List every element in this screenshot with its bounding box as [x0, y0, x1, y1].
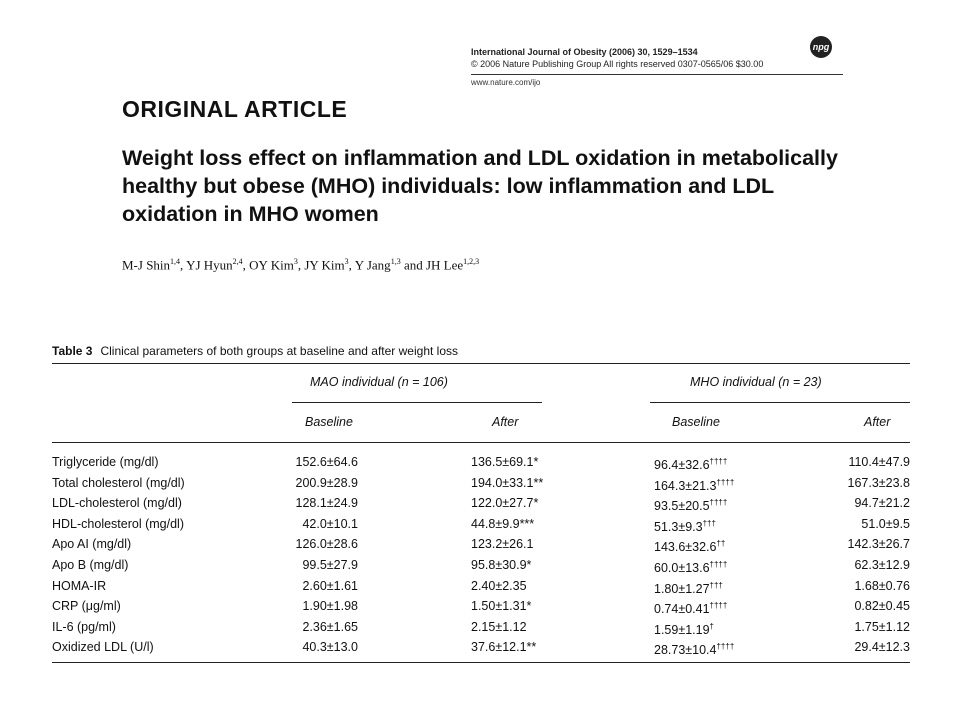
- cell-mho-baseline: [654, 453, 727, 474]
- cell-value: 1.80±1.27: [654, 581, 710, 596]
- row-label: CRP (μg/ml): [52, 599, 121, 614]
- cell-mho-after: 62.3±12.9: [854, 558, 910, 572]
- group-header-mho: MHO individual (n = 23): [690, 375, 822, 389]
- row-label: Apo AI (mg/dl): [52, 537, 132, 552]
- cell-mao-after: 37.6±12.1**: [471, 640, 537, 655]
- table-caption-text: Clinical parameters of both groups at baseline and after weight loss: [100, 344, 459, 358]
- author-affiliation: 1,3: [390, 257, 401, 266]
- author-name: OY Kim: [249, 257, 294, 273]
- cell-mao-after: 95.8±30.9*: [471, 558, 532, 572]
- cell-mho-after: 110.4±47.9: [848, 455, 910, 469]
- row-label: Triglyceride (mg/dl): [52, 455, 159, 469]
- group-header-mao: MAO individual (n = 106): [310, 375, 448, 389]
- subheader-baseline: Baseline: [305, 415, 353, 429]
- cell-value: 1.59±1.19: [654, 622, 710, 637]
- cell-mao-after: 2.15±1.12: [471, 619, 527, 634]
- author-name: YJ Hyun: [186, 257, 233, 273]
- row-label: HOMA-IR: [52, 578, 107, 593]
- author-name: JH Lee: [425, 257, 464, 273]
- cell-mao-after: 123.2±26.1: [471, 537, 534, 552]
- row-label: HDL-cholesterol (mg/dl): [52, 516, 184, 531]
- significance-dagger: ††††: [709, 457, 728, 466]
- header-rule: [471, 74, 843, 75]
- author-affiliation: 1,2,3: [463, 257, 480, 266]
- row-label: LDL-cholesterol (mg/dl): [52, 496, 182, 511]
- significance-dagger: ††††: [709, 601, 728, 611]
- section-heading: ORIGINAL ARTICLE: [122, 96, 348, 122]
- article-title: Weight loss effect on inflammation and LDL oxidation in metabolically healthy but obese (MHO) individuals: low inflammation and LDL oxidation in MHO women: [122, 146, 838, 226]
- cell-mho-baseline: [654, 535, 725, 556]
- cell-value: 96.4±32.6: [654, 458, 710, 473]
- cell-value: 143.6±32.6: [654, 540, 717, 555]
- author-separator: ,: [348, 257, 355, 273]
- cell-mho-after: 167.3±23.8: [847, 475, 910, 490]
- cell-mho-baseline: [654, 577, 723, 598]
- author-separator: ,: [242, 257, 250, 273]
- cell-mao-baseline: 99.5±27.9: [302, 558, 358, 572]
- table-label: Table 3: [52, 344, 93, 358]
- author-separator: ,: [180, 257, 187, 273]
- table-top-rule: [52, 363, 910, 364]
- header-bottom-rule: [52, 442, 910, 443]
- row-label: Oxidized LDL (U/l): [52, 640, 154, 655]
- cell-mho-after: 94.7±21.2: [854, 496, 910, 511]
- author-affiliation: 2,4: [232, 257, 243, 266]
- cell-value: 51.3±9.3: [654, 519, 703, 534]
- cell-mao-baseline: 200.9±28.9: [295, 475, 358, 490]
- cell-mao-baseline: 2.60±1.61: [302, 578, 358, 593]
- cell-mao-baseline: 152.6±64.6: [295, 455, 358, 469]
- significance-dagger: †††: [702, 518, 716, 528]
- cell-mho-baseline: [654, 556, 727, 577]
- cell-mho-baseline: [654, 474, 734, 495]
- npg-logo-icon: npg: [810, 36, 832, 58]
- cell-value: 0.74±0.41: [654, 602, 710, 617]
- cell-mao-after: 44.8±9.9***: [471, 516, 535, 531]
- row-label: IL-6 (pg/ml): [52, 619, 116, 634]
- cell-mao-baseline: 128.1±24.9: [295, 496, 358, 511]
- cell-mho-baseline: [654, 597, 727, 618]
- journal-title: International Journal of Obesity (2006) 30, 1529–1534: [471, 47, 698, 57]
- significance-dagger: ††††: [709, 498, 728, 508]
- significance-dagger: ††††: [709, 560, 728, 569]
- cell-mao-after: 122.0±27.7*: [471, 496, 539, 511]
- subheader-baseline: Baseline: [672, 415, 720, 429]
- significance-dagger: ††††: [716, 477, 735, 487]
- cell-mho-baseline: [654, 515, 716, 536]
- group1-rule: [292, 402, 542, 403]
- significance-dagger: †: [709, 621, 714, 631]
- cell-mho-after: 1.75±1.12: [854, 619, 910, 634]
- cell-mao-after: 194.0±33.1**: [471, 475, 544, 490]
- journal-header: [471, 46, 763, 70]
- cell-mho-baseline: [654, 618, 714, 639]
- cell-mho-after: 1.68±0.76: [854, 578, 910, 593]
- table-bottom-rule: [52, 662, 910, 663]
- author-affiliation: 1,4: [170, 257, 181, 266]
- cell-value: 28.73±10.4: [654, 643, 717, 658]
- cell-mho-after: 0.82±0.45: [854, 599, 910, 614]
- subheader-after: After: [864, 415, 891, 429]
- cell-mao-after: 2.40±2.35: [471, 578, 527, 593]
- cell-mho-after: 51.0±9.5: [861, 516, 910, 531]
- cell-mho-baseline: [654, 638, 734, 659]
- cell-mao-baseline: 40.3±13.0: [302, 640, 358, 655]
- row-label: Apo B (mg/dl): [52, 558, 129, 572]
- author-name: M-J Shin: [122, 257, 171, 273]
- author-list: [122, 257, 479, 273]
- cell-value: 164.3±21.3: [654, 478, 717, 493]
- journal-url: www.nature.com/ijo: [471, 78, 541, 87]
- author-name: JY Kim: [304, 257, 345, 273]
- author-separator: and: [400, 257, 426, 273]
- cell-value: 60.0±13.6: [654, 561, 710, 576]
- significance-dagger: †††: [709, 580, 723, 590]
- cell-mho-after: 142.3±26.7: [847, 537, 910, 552]
- cell-mao-after: 136.5±69.1*: [471, 455, 539, 469]
- author-affiliation: 3: [344, 257, 349, 266]
- group2-rule: [650, 402, 910, 403]
- cell-mao-baseline: 1.90±1.98: [302, 599, 358, 614]
- significance-dagger: ††††: [716, 642, 735, 652]
- cell-mao-baseline: 126.0±28.6: [295, 537, 358, 552]
- author-affiliation: 3: [293, 257, 298, 266]
- table-caption: [52, 344, 458, 358]
- cell-mao-after: 1.50±1.31*: [471, 599, 532, 614]
- cell-value: 93.5±20.5: [654, 499, 710, 514]
- author-name: Y Jang: [354, 257, 391, 273]
- cell-mho-baseline: [654, 494, 727, 515]
- cell-mho-after: 29.4±12.3: [854, 640, 910, 655]
- cell-mao-baseline: 2.36±1.65: [302, 619, 358, 634]
- author-separator: ,: [297, 257, 305, 273]
- significance-dagger: ††: [716, 539, 726, 549]
- journal-copyright: © 2006 Nature Publishing Group All rights reserved 0307-0565/06 $30.00: [471, 59, 764, 69]
- cell-mao-baseline: 42.0±10.1: [302, 516, 358, 531]
- subheader-after: After: [492, 415, 519, 429]
- row-label: Total cholesterol (mg/dl): [52, 475, 185, 490]
